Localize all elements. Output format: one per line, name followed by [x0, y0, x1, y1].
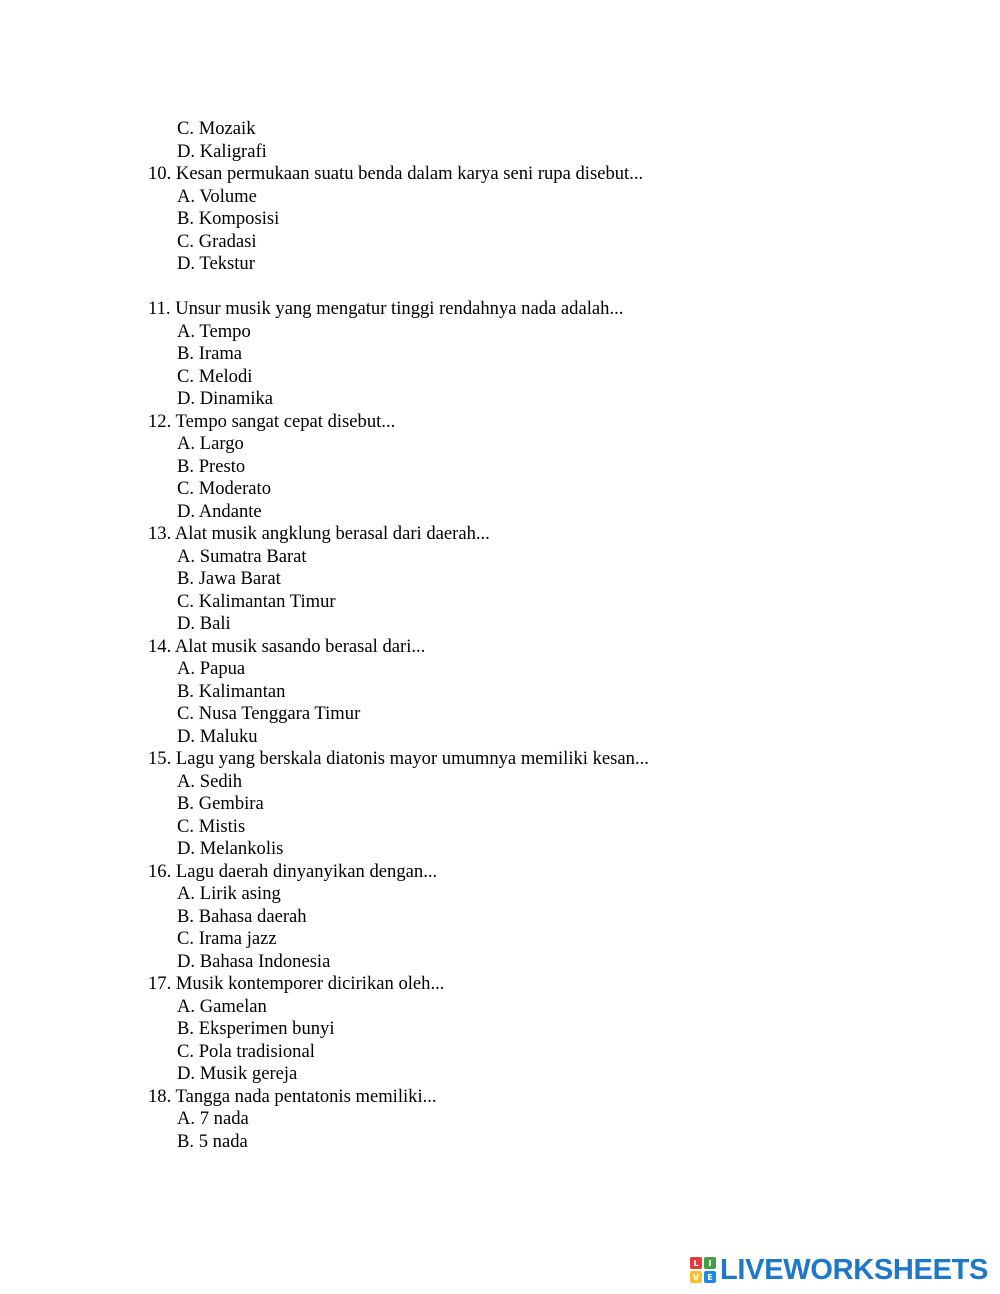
option-12c: C. Moderato — [177, 478, 271, 499]
option-9c: C. Mozaik — [177, 118, 256, 139]
option-16b: B. Bahasa daerah — [177, 905, 307, 927]
option-14a: A. Papua — [177, 658, 246, 679]
option-15d: D. Melankolis — [177, 838, 284, 859]
option-16c: C. Irama jazz — [177, 928, 277, 949]
option-15b: B. Gembira — [177, 793, 264, 814]
option-15c: C. Mistis — [177, 815, 246, 837]
option-11b: B. Irama — [177, 343, 243, 364]
logo-tile: V — [690, 1271, 702, 1283]
question-15: 15. Lagu yang berskala diatonis mayor umumnya memiliki kesan... — [148, 748, 649, 769]
option-12d: D. Andante — [177, 500, 262, 522]
option-18a: A. 7 nada — [177, 1108, 249, 1129]
option-17b: B. Eksperimen bunyi — [177, 1018, 335, 1039]
option-17d: D. Musik gereja — [177, 1063, 298, 1084]
option-13d: D. Bali — [177, 613, 231, 634]
option-11a: A. Tempo — [177, 320, 251, 342]
question-18: 18. Tangga nada pentatonis memiliki... — [148, 1085, 437, 1107]
question-12: 12. Tempo sangat cepat disebut... — [148, 410, 396, 432]
option-10d: D. Tekstur — [177, 253, 255, 274]
logo-tile: L — [690, 1257, 702, 1269]
logo-mark-icon — [690, 1257, 716, 1283]
option-11c: C. Melodi — [177, 365, 253, 387]
question-14: 14. Alat musik sasando berasal dari... — [148, 635, 426, 657]
liveworksheets-logo[interactable] — [690, 1254, 988, 1286]
option-12b: B. Presto — [177, 455, 246, 477]
option-18b: B. 5 nada — [177, 1130, 248, 1152]
option-15a: A. Sedih — [177, 770, 243, 792]
option-17c: C. Pola tradisional — [177, 1040, 315, 1062]
option-13c: C. Kalimantan Timur — [177, 590, 336, 612]
option-11d: D. Dinamika — [177, 388, 274, 409]
option-16d: D. Bahasa Indonesia — [177, 950, 331, 972]
logo-text: LIVEWORKSHEETS — [720, 1253, 989, 1286]
option-16a: A. Lirik asing — [177, 883, 281, 904]
option-13a: A. Sumatra Barat — [177, 545, 307, 567]
question-10: 10. Kesan permukaan suatu benda dalam karya seni rupa disebut... — [148, 163, 644, 184]
question-13: 13. Alat musik angklung berasal dari daerah... — [148, 523, 490, 544]
option-9d: D. Kaligrafi — [177, 140, 267, 162]
question-16: 16. Lagu daerah dinyanyikan dengan... — [148, 860, 438, 882]
option-14d: D. Maluku — [177, 725, 258, 747]
option-10c: C. Gradasi — [177, 230, 257, 252]
option-17a: A. Gamelan — [177, 995, 267, 1017]
question-17: 17. Musik kontemporer dicirikan oleh... — [148, 973, 445, 994]
option-10a: A. Volume — [177, 185, 257, 207]
question-11: 11. Unsur musik yang mengatur tinggi rendahnya nada adalah... — [148, 298, 624, 319]
option-10b: B. Komposisi — [177, 208, 280, 229]
option-12a: A. Largo — [177, 433, 244, 454]
section-gap — [148, 276, 908, 299]
option-14c: C. Nusa Tenggara Timur — [177, 703, 361, 724]
logo-tile: I — [704, 1257, 716, 1269]
option-13b: B. Jawa Barat — [177, 568, 281, 589]
question-list — [148, 118, 908, 1153]
option-14b: B. Kalimantan — [177, 680, 286, 702]
logo-tile: E — [704, 1271, 716, 1283]
